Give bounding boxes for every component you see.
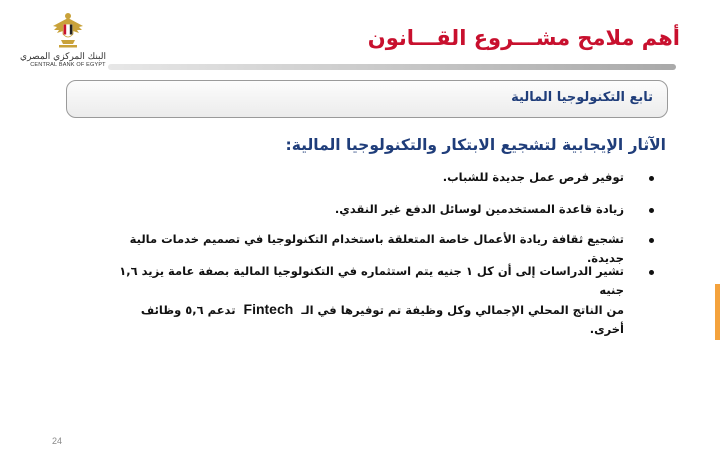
bullet-item — [104, 262, 624, 339]
central-bank-logo — [20, 10, 106, 80]
bullet-dot-icon — [649, 270, 654, 275]
bullet-text: تشجيع ثقافة ريادة الأعمال خاصة المتعلقة باستخدام التكنولوجيا في تصميم خدمات مالية جديدة. — [129, 232, 624, 265]
bullet-line-2 — [104, 300, 624, 339]
bullet-line-2-after: تدعم ٥,٦ وظائف أخرى. — [140, 303, 624, 336]
orange-accent-bar — [715, 284, 720, 340]
slide-title: أهم ملامح مشـــروع القـــانون — [367, 26, 680, 50]
logo-arabic-name: البنك المركزي المصري — [20, 52, 106, 62]
logo-english-name: CENTRAL BANK OF EGYPT — [30, 62, 106, 68]
bullet-item — [104, 200, 624, 219]
bullet-line-2-before: من الناتج المحلي الإجمالي وكل وظيفة تم توفيرها في الـ — [301, 303, 624, 317]
bullet-dot-icon — [649, 238, 654, 243]
header-divider — [108, 64, 676, 70]
bullet-text: توفير فرص عمل جديدة للشباب. — [442, 170, 624, 184]
subtitle-box — [66, 80, 668, 118]
bullet-line-1: تشير الدراسات إلى أن كل ١ جنيه يتم استثماره في التكنولوجيا المالية بصفة عامة يزيد ١,٦ جنيه — [119, 264, 624, 297]
bullet-dot-icon — [649, 176, 654, 181]
eagle-emblem-icon — [51, 10, 85, 50]
section-heading: الآثار الإيجابية لتشجيع الابتكار والتكنولوجيا المالية: — [285, 136, 666, 154]
bullet-dot-icon — [649, 208, 654, 213]
bullet-text: زيادة قاعدة المستخدمين لوسائل الدفع غير النقدي. — [334, 202, 624, 216]
subtitle-text: تابع التكنولوجيا المالية — [511, 90, 653, 105]
fintech-term: Fintech — [243, 301, 294, 317]
bullet-item — [104, 168, 624, 187]
page-number: 24 — [52, 436, 63, 446]
